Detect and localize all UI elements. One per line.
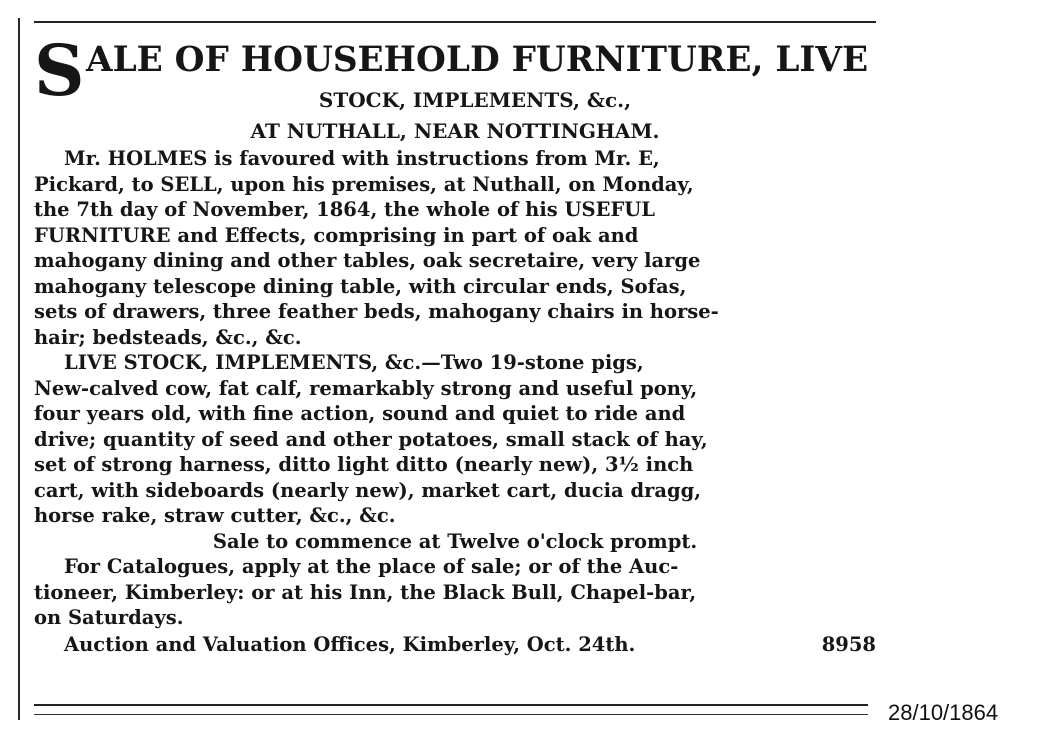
text-line: FURNITURE and Effects, comprising in part of oak and bbox=[34, 223, 639, 247]
footer-line bbox=[34, 631, 876, 658]
text-line: cart, with sideboards (nearly new), market cart, ducia dragg, bbox=[34, 478, 702, 502]
text-line: tioneer, Kimberley: or at his Inn, the Black Bull, Chapel-bar, bbox=[34, 580, 697, 604]
paragraph-catalogues bbox=[34, 554, 876, 631]
headline-dropcap: S bbox=[34, 29, 85, 112]
reference-number: 8958 bbox=[821, 632, 876, 656]
text-line: hair; bedsteads, &c., &c. bbox=[34, 325, 302, 349]
headline-line-2: STOCK, IMPLEMENTS, &c., bbox=[318, 88, 632, 112]
date-annotation: 28/10/1864 bbox=[888, 700, 999, 725]
bottom-border-rule-thin bbox=[34, 714, 868, 715]
text-line: four years old, with fine action, sound and quiet to ride and bbox=[34, 402, 686, 425]
text-line: horse rake, straw cutter, &c., &c. bbox=[34, 504, 396, 527]
office-dateline: Auction and Valuation Offices, Kimberley, Oct. 24th. bbox=[64, 632, 636, 656]
top-border-rule bbox=[34, 21, 876, 23]
text-line: the 7th day of November, 1864, the whole of his USEFUL bbox=[34, 198, 656, 221]
text-line: For Catalogues, apply at the place of sale; or of the Auc- bbox=[64, 555, 679, 578]
paragraph-live-stock bbox=[34, 350, 876, 529]
headline-line-1: ALE OF HOUSEHOLD FURNITURE, LIVE bbox=[86, 40, 869, 80]
text-line: on Saturdays. bbox=[34, 606, 184, 629]
sale-time-notice: Sale to commence at Twelve o'clock prompt. bbox=[212, 529, 698, 553]
bottom-border-rule bbox=[34, 704, 868, 706]
text-line: set of strong harness, ditto light ditto (nearly new), 3½ inch bbox=[34, 453, 694, 476]
paragraph-furniture bbox=[34, 146, 876, 350]
text-line: Mr. HOLMES is favoured with instructions from Mr. E, bbox=[64, 147, 660, 170]
text-line: New-calved cow, fat calf, remarkably strong and useful pony, bbox=[34, 376, 698, 400]
text-line: mahogany telescope dining table, with circular ends, Sofas, bbox=[34, 274, 687, 298]
headline-line-3: AT NUTHALL, NEAR NOTTINGHAM. bbox=[250, 119, 660, 143]
text-line: drive; quantity of seed and other potatoes, small stack of hay, bbox=[34, 427, 708, 451]
text-line: mahogany dining and other tables, oak secretaire, very large bbox=[34, 249, 701, 272]
text-line: Pickard, to SELL, upon his premises, at Nuthall, on Monday, bbox=[34, 172, 694, 196]
text-line: LIVE STOCK, IMPLEMENTS, &c.—Two 19-stone pigs, bbox=[64, 351, 644, 374]
left-border-rule bbox=[18, 18, 20, 720]
newspaper-advertisement bbox=[34, 29, 876, 658]
text-line: sets of drawers, three feather beds, mahogany chairs in horse- bbox=[34, 300, 719, 323]
